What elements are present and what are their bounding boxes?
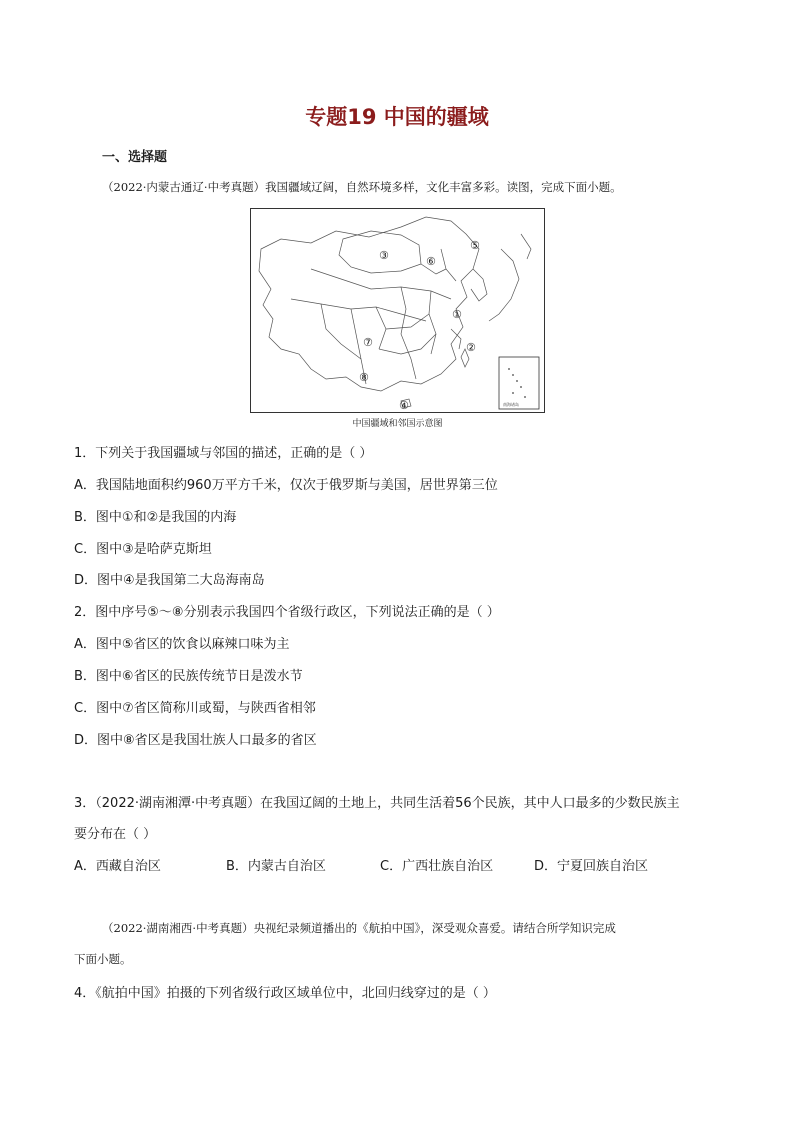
q2-option-d: D．图中⑧省区是我国壮族人口最多的省区 (74, 733, 317, 748)
q1-option-b: B．图中①和②是我国的内海 (74, 510, 237, 525)
map-caption: 中国疆域和邻国示意图 (352, 419, 443, 429)
intro-text-1: （2022·内蒙古通辽·中考真题）我国疆域辽阔，自然环境多样，文化丰富多彩。读图，完成下面小题。 (102, 180, 622, 194)
q3-stem-line1: 3．（2022·湖南湘潭·中考真题）在我国辽阔的土地上，共同生活着56个民族，其中人口最多的少数民族主 (74, 796, 680, 811)
q3-stem-line2: 要分布在（ ） (74, 827, 157, 842)
q4-stem: 4．《航拍中国》拍摄的下列省级行政区域单位中，北回归线穿过的是（ ） (74, 986, 496, 1001)
map-marker-7: ⑦ (363, 336, 373, 349)
map-marker-8: ⑧ (359, 371, 369, 384)
q3-option-a: A．西藏自治区 (74, 859, 161, 874)
q1-option-c: C．图中③是哈萨克斯坦 (74, 542, 212, 557)
map-drawing (251, 209, 544, 412)
q3-option-c: C．广西壮族自治区 (380, 859, 494, 874)
section-heading: 一、选择题 (102, 150, 168, 165)
q3-option-d: D．宁夏回族自治区 (534, 859, 649, 874)
intro-text-2-line2: 下面小题。 (74, 952, 132, 966)
q1-stem: 1．下列关于我国疆域与邻国的描述，正确的是（ ） (74, 446, 373, 461)
q2-option-b: B．图中⑥省区的民族传统节日是泼水节 (74, 669, 303, 684)
map-marker-6: ⑥ (426, 255, 436, 268)
q3-option-b: B．内蒙古自治区 (226, 859, 326, 874)
intro-text-2-line1: （2022·湖南湘西·中考真题）央视纪录频道播出的《航拍中国》，深受观众喜爱。请结合所学知识完成 (102, 921, 616, 935)
q1-option-d: D．图中④是我国第二大岛海南岛 (74, 573, 265, 588)
map-marker-2: ② (466, 341, 476, 354)
map-marker-4: ④ (399, 399, 409, 412)
map-marker-3: ③ (379, 249, 389, 262)
q2-stem: 2．图中序号⑤～⑧分别表示我国四个省级行政区，下列说法正确的是（ ） (74, 605, 500, 620)
q2-option-a: A．图中⑤省区的饮食以麻辣口味为主 (74, 637, 290, 652)
q2-option-c: C．图中⑦省区简称川或蜀，与陕西省相邻 (74, 701, 316, 716)
map-marker-1: ① (452, 308, 462, 321)
map-marker-5: ⑤ (470, 239, 480, 252)
inset-label: 南海诸岛 (503, 402, 519, 407)
document-title: 专题19 中国的疆域 (305, 105, 489, 129)
china-map-figure (250, 208, 545, 413)
q1-option-a: A．我国陆地面积约960万平方千米，仅次于俄罗斯与美国，居世界第三位 (74, 478, 498, 493)
